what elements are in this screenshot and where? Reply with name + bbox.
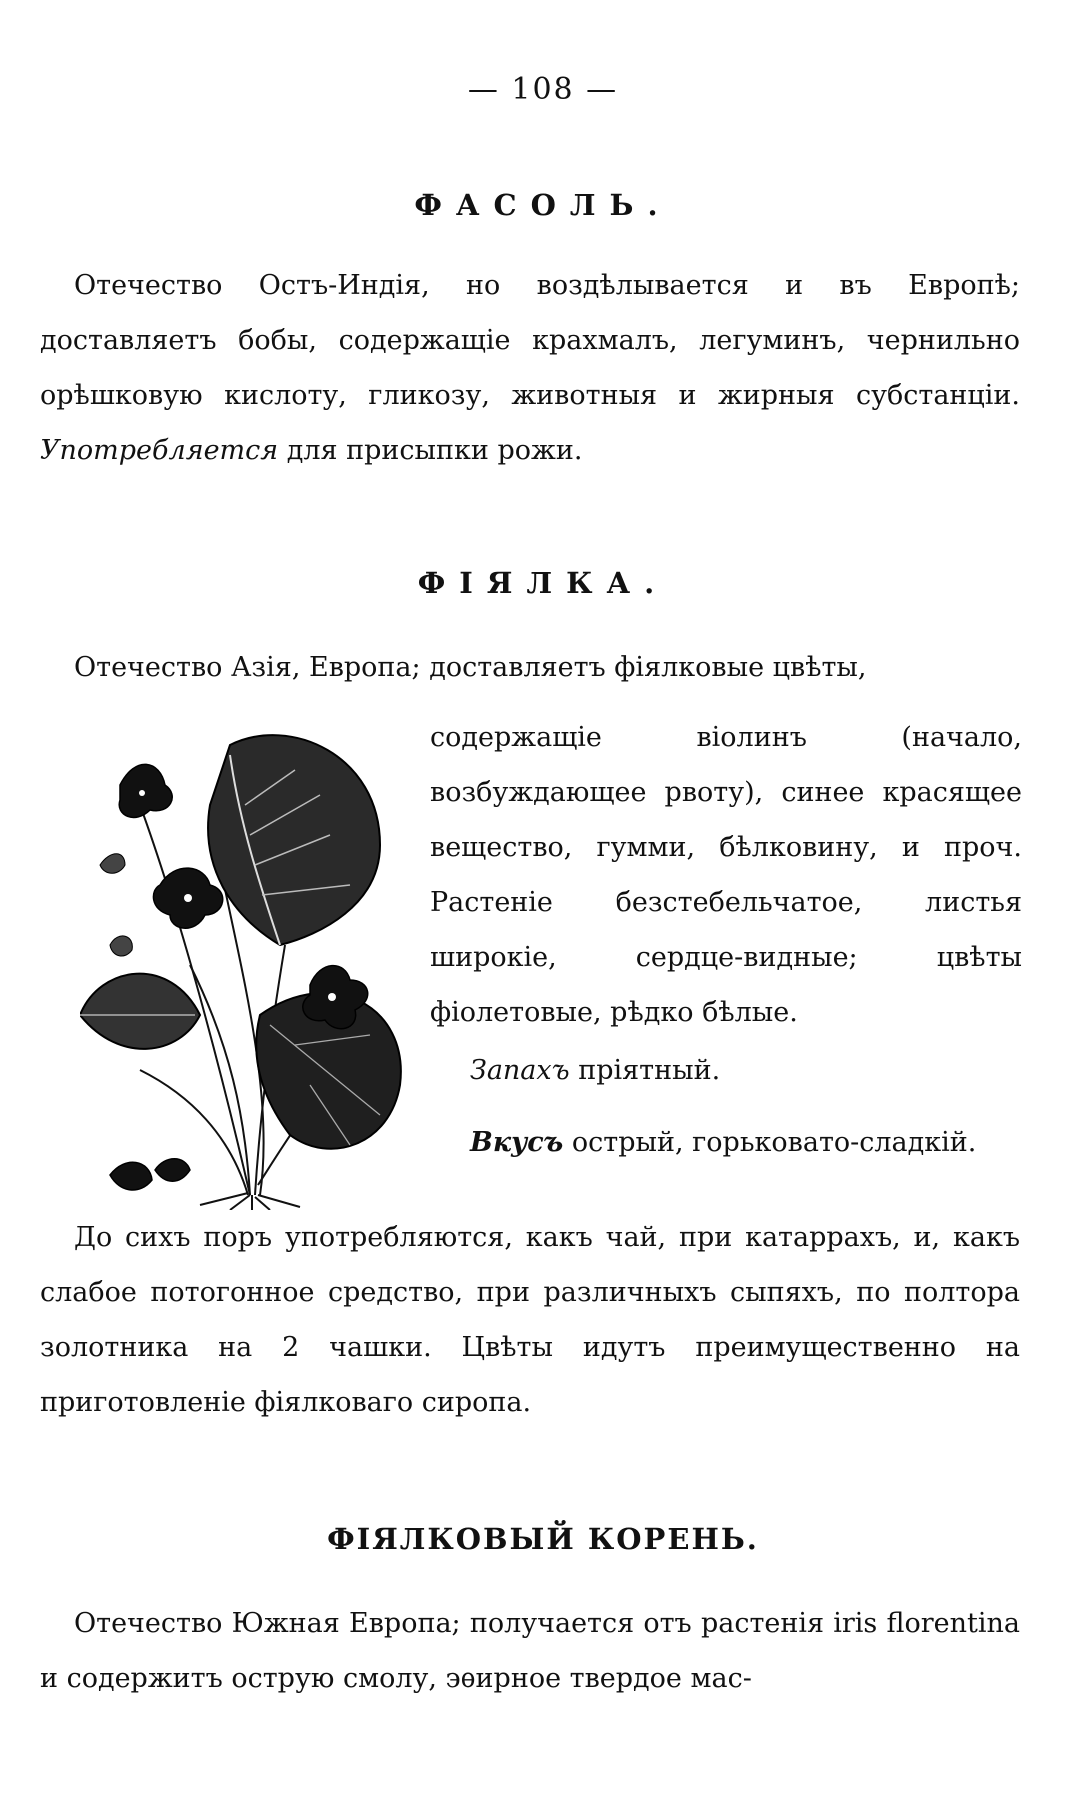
paragraph-fasol	[40, 258, 1020, 478]
taste-line	[470, 1127, 976, 1158]
smell-label: Запахъ	[470, 1055, 570, 1086]
smell-value: пріятный.	[569, 1055, 721, 1086]
smell-line	[470, 1055, 720, 1086]
fasol-text-a: Отечество Остъ-Индія, но воздѣлывается и въ Европѣ; доставляетъ бобы, содержащіе крахмалъ, легуминъ, чернильно орѣшковую кислоту, гликозу, животныя и жирныя субстанціи.	[40, 270, 1020, 411]
paragraph-fialka-wrap: содержащіе віолинъ (начало, возбуждающее рвоту), синее красящее вещество, гумми, бѣлковину, и проч. Растеніе безстебельчатое, листья широкіе, сердце-видные; цвѣты фіолетовые, рѣдко бѣлые.	[430, 722, 1022, 1028]
paragraph-fialka-intro: Отечество Азія, Европа; доставляетъ фіялковые цвѣты,	[74, 652, 867, 683]
paragraph-root: Отечество Южная Европа; получается отъ растенія iris florentina и содержитъ острую смолу, эѳирное твердое мас-	[40, 1608, 1020, 1694]
section-title-fialka: ФІЯЛКА.	[417, 566, 669, 600]
taste-value: острый, горьковато-сладкій.	[563, 1127, 977, 1158]
taste-label: Вкусъ	[470, 1127, 564, 1158]
page-number: — 108 —	[467, 72, 619, 107]
section-title-root: ФІЯЛКОВЫЙ КОРЕНЬ.	[327, 1522, 759, 1556]
fasol-usage-label: Употребляется	[40, 435, 279, 466]
paragraph-fialka-usage: До сихъ поръ употребляются, какъ чай, при катаррахъ, и, какъ слабое потогонное средство, при различныхъ сыпяхъ, по полтора золотника на 2 чашки. Цвѣты идутъ преимущественно на приготовленіе фіялковаго сиропа.	[40, 1222, 1020, 1418]
section-title-fasol: ФАСОЛЬ.	[414, 188, 672, 222]
violet-illustration	[80, 715, 415, 1210]
fasol-text-b: для присыпки рожи.	[278, 435, 583, 466]
